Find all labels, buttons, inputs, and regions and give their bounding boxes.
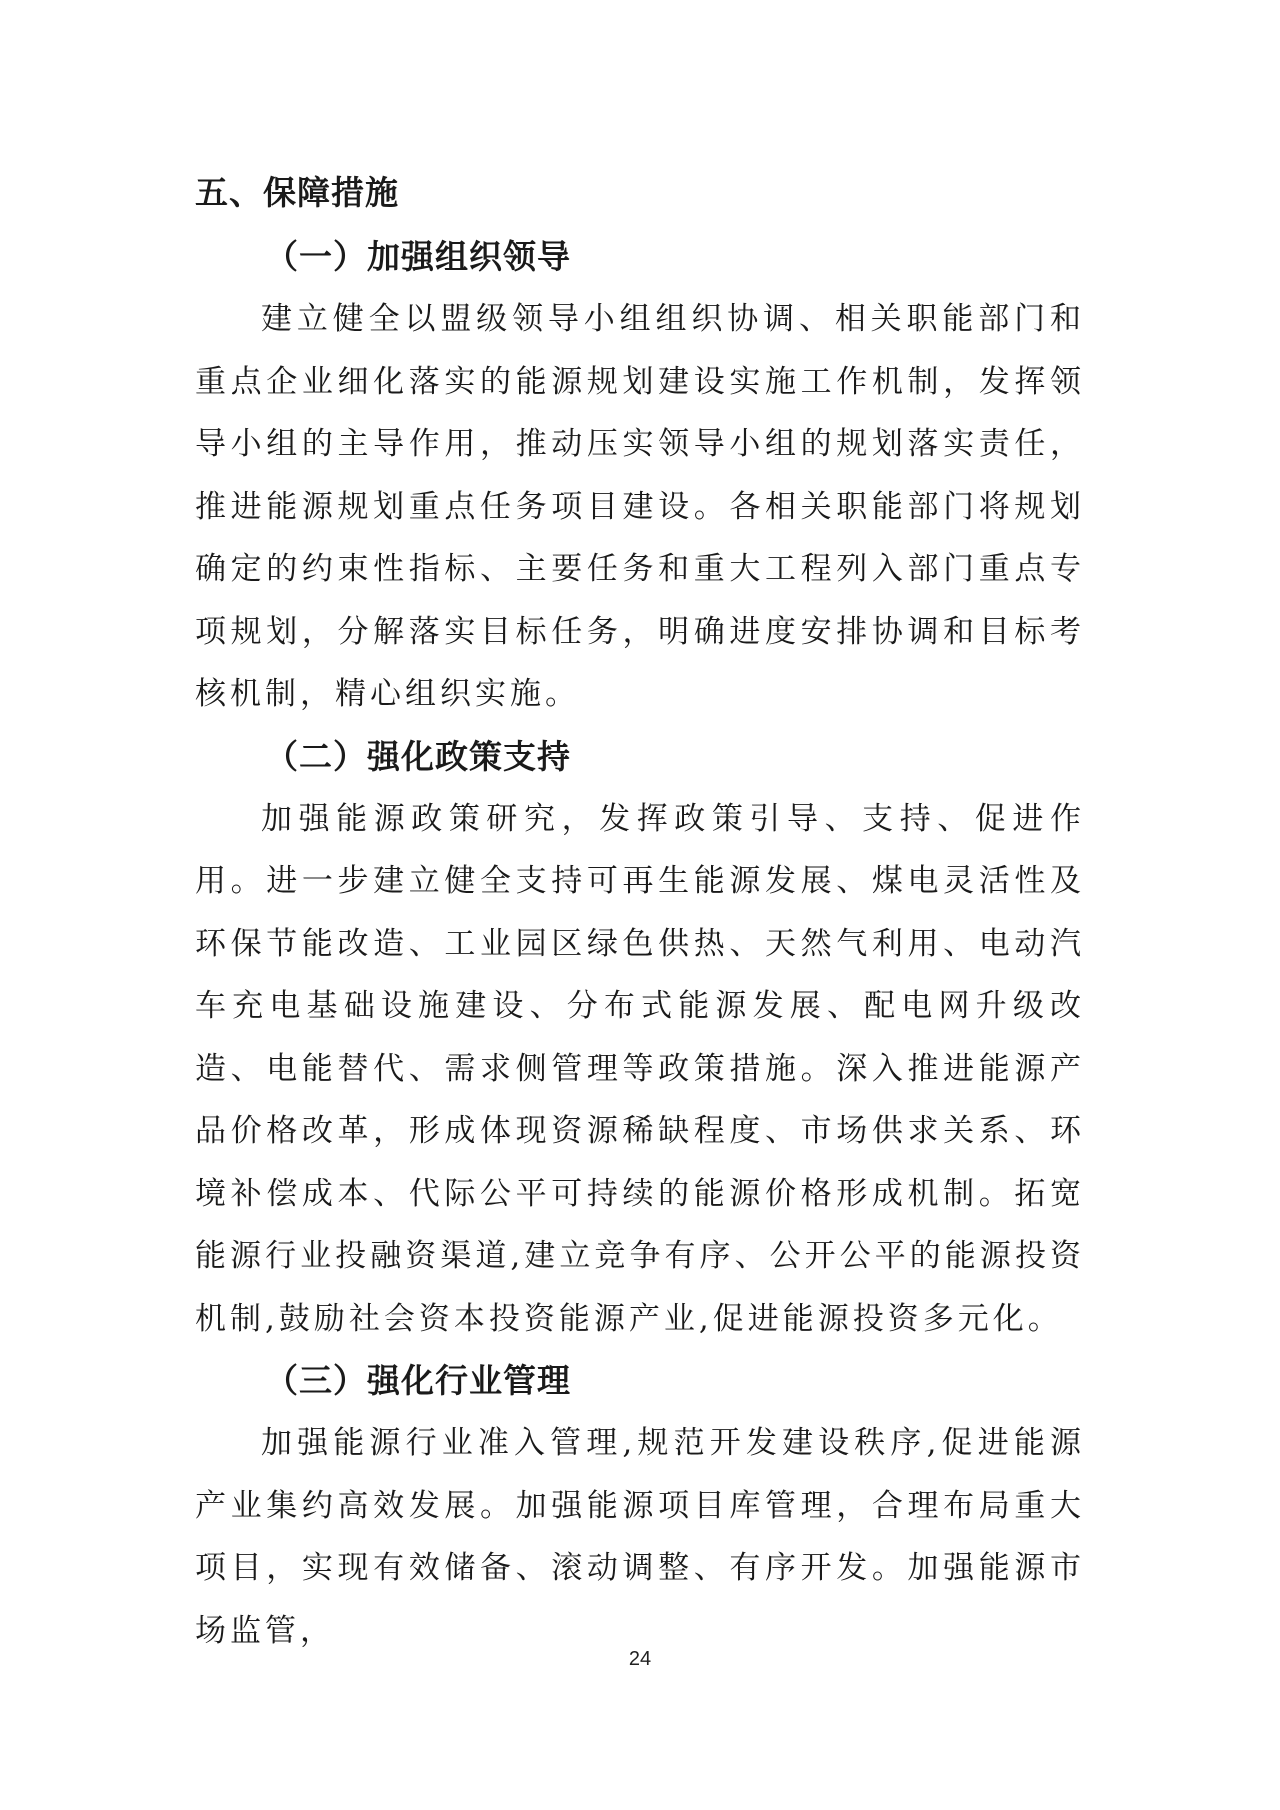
subsection-heading-1: （一）加强组织领导: [265, 237, 571, 276]
subsection-paragraph-2: 加强能源政策研究，发挥政策引导、支持、促进作用。进一步建立健全支持可再生能源发展、煤电灵活性及环保节能改造、工业园区绿色供热、天然气利用、电动汽车充电基础设施建设、分布式能源发展、配电网升级改造、电能替代、需求侧管理等政策措施。深入推进能源产品价格改革，形成体现资源稀缺程度、市场供求关系、环境补偿成本、代际公平可持续的能源价格形成机制。拓宽能源行业投融资渠道,建立竞争有序、公开公平的能源投资机制,鼓励社会资本投资能源产业,促进能源投资多元化。: [195, 800, 1085, 1337]
document-body: [195, 160, 1085, 1662]
subsection-paragraph-3: 加强能源行业准入管理,规范开发建设秩序,促进能源产业集约高效发展。加强能源项目库管理，合理布局重大项目，实现有效储备、滚动调整、有序开发。加强能源市场监管，: [195, 1425, 1085, 1649]
subsection-paragraph-1: 建立健全以盟级领导小组组织协调、相关职能部门和重点企业细化落实的能源规划建设实施工作机制，发挥领导小组的主导作用，推动压实领导小组的规划落实责任，推进能源规划重点任务项目建设。各相关职能部门将规划确定的约束性指标、主要任务和重大工程列入部门重点专项规划，分解落实目标任务，明确进度安排协调和目标考核机制，精心组织实施。: [195, 301, 1085, 712]
subsection-heading-3: （三）强化行业管理: [265, 1361, 571, 1400]
page-number: 24: [628, 1648, 652, 1670]
section-heading: 五、保障措施: [195, 173, 399, 212]
subsection-heading-2: （二）强化政策支持: [265, 736, 571, 776]
